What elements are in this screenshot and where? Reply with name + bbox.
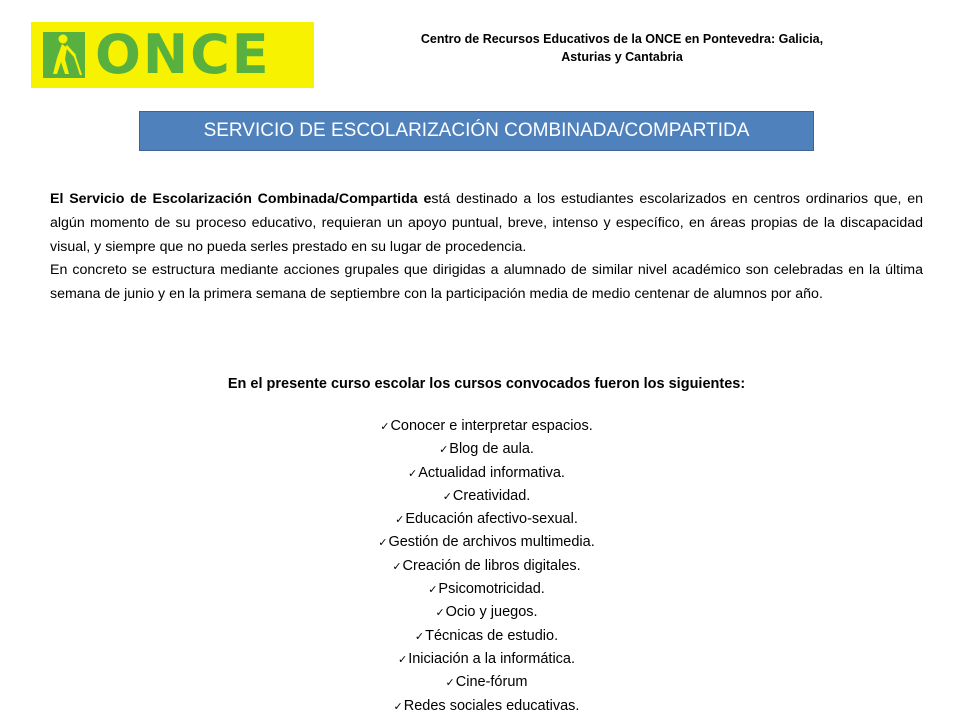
checkmark-icon: ✓ [428,583,438,597]
course-label: Creatividad. [452,487,531,504]
paragraph-1 [50,188,923,259]
course-label: Conocer e interpretar espacios. [390,418,593,434]
course-label: Creación de libros digitales. [402,557,581,574]
list-item [260,462,713,485]
once-logo [31,22,314,88]
person-with-cane-icon [43,32,85,78]
paragraph-1-bold: El Servicio de Escolarización Combinada/Compartida e [50,191,432,207]
page-title: SERVICIO DE ESCOLARIZACIÓN COMBINADA/COMPARTIDA [139,111,814,151]
list-item [260,508,713,531]
course-label: Blog de aula. [449,441,534,458]
paragraph-2: En concreto se estructura mediante acciones grupales que dirigidas a alumnado de similar nivel académico son celebradas en la última semana de junio y en la primera semana de septiembre con la participación media de medio centenar de alumnos por año. [50,262,923,303]
list-item [260,648,713,671]
checkmark-icon: ✓ [392,559,402,573]
checkmark-icon: ✓ [445,676,455,690]
list-item [260,485,713,508]
list-item [260,671,713,694]
list-item [260,438,713,461]
checkmark-icon: ✓ [408,466,418,480]
checkmark-icon: ✓ [439,443,449,457]
checkmark-icon: ✓ [442,489,452,503]
checkmark-icon: ✓ [435,606,445,620]
list-item [260,415,713,438]
list-item [260,578,713,601]
header-line-2: Asturias y Cantabria [561,50,683,64]
checkmark-icon: ✓ [397,652,408,666]
logo-wordmark: ONCE [95,23,271,86]
courses-heading: En el presente curso escolar los cursos convocados fueron los siguientes: [227,376,746,392]
course-label: Iniciación a la informática. [408,650,576,667]
center-header [392,30,852,66]
list-item [260,695,713,718]
header-line-1: Centro de Recursos Educativos de la ONCE en Pontevedra: Galicia, [420,32,824,46]
course-label: Ocio y juegos. [445,604,538,621]
course-label: Gestión de archivos multimedia. [388,534,595,551]
course-label: Psicomotricidad. [438,581,545,598]
course-list [260,415,713,718]
list-item [260,531,713,554]
course-label: Actualidad informativa. [418,464,565,481]
service-description [50,188,923,307]
list-item [260,625,713,648]
list-item [260,601,713,624]
paragraph-1-rest: stá destinado a los estudiantes escolarizados en centros ordinarios que, en algún momento de su proceso educativo, requieran un apoyo puntual, breve, intenso y específico, en áreas propias de la discapacidad visual, y siempre que no pueda serles prestado en su lugar de procedencia. [50,191,923,255]
course-label: Educación afectivo-sexual. [405,511,578,528]
course-label: Cine-fórum [455,674,528,691]
checkmark-icon: ✓ [395,513,405,527]
checkmark-icon: ✓ [378,536,388,550]
checkmark-icon: ✓ [393,699,403,713]
checkmark-icon: ✓ [380,420,390,433]
checkmark-icon: ✓ [414,629,425,643]
course-label: Técnicas de estudio. [425,627,559,644]
course-label: Redes sociales educativas. [403,697,580,714]
list-item [260,555,713,578]
